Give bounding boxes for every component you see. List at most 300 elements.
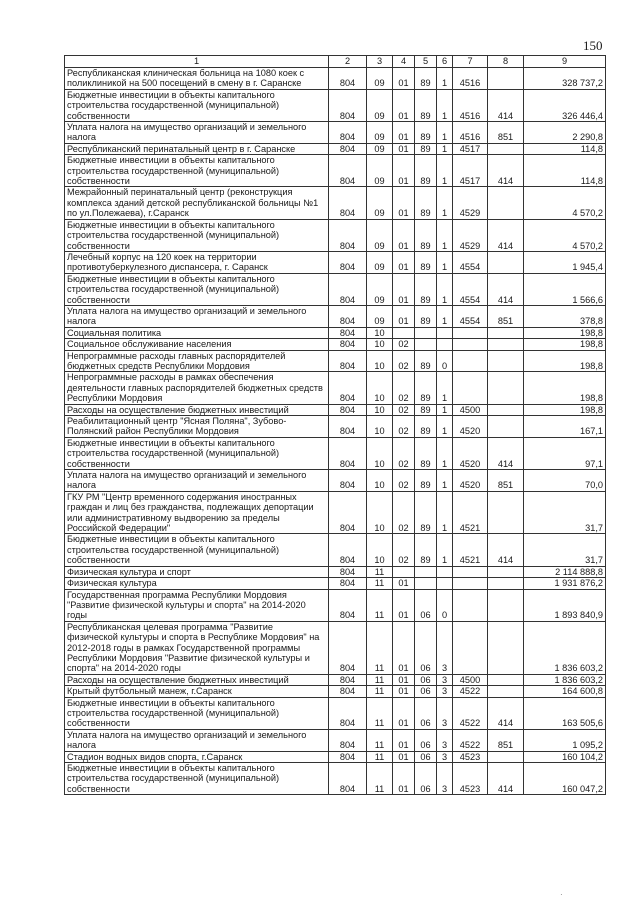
amount-cell: 378,8 [524,305,606,327]
row-name-cell: Бюджетные инвестиции в объекты капитального строительства государственной (муниципальной) собственности [65,155,329,187]
table-row [65,339,606,350]
direction-cell [453,621,488,674]
direction-cell [453,327,488,338]
expense-type-cell: 414 [488,155,524,187]
direction-cell: 4520 [453,470,488,492]
program-cell: 89 [415,219,437,251]
row-name-cell: Непрограммные расходы в рамках обеспечения деятельности главных распорядителей бюджетных средств Республики Мордовия [65,372,329,404]
admin-code-cell: 804 [329,589,367,621]
expense-type-cell [488,68,524,90]
admin-code-cell: 804 [329,686,367,697]
program-cell [415,578,437,589]
section-cell: 10 [367,416,393,438]
subprogram-cell: 3 [437,674,453,685]
subsection-cell: 02 [393,339,415,350]
expense-type-cell: 414 [488,697,524,729]
row-name-cell: Реабилитационный центр "Ясная Поляна", Зубово-Полянский район Республики Мордовия [65,416,329,438]
section-cell: 11 [367,697,393,729]
row-name-cell: Физическая культура и спорт [65,566,329,577]
header-cell: 8 [488,56,524,68]
subprogram-cell: 1 [437,305,453,327]
row-name-cell: ГКУ РМ "Центр временного содержания иностранных граждан и лиц без гражданства, подлежащих депортации или административному выдворению за пределы Российской Федерации" [65,491,329,534]
section-cell: 11 [367,729,393,751]
subprogram-cell [437,566,453,577]
program-cell: 89 [415,350,437,372]
row-name-cell: Уплата налога на имущество организаций и земельного налога [65,305,329,327]
section-cell: 09 [367,68,393,90]
program-cell: 89 [415,68,437,90]
expense-type-cell [488,751,524,762]
expense-type-cell [488,416,524,438]
table-row [65,273,606,305]
row-name-cell: Социальное обслуживание населения [65,339,329,350]
subsection-cell: 01 [393,219,415,251]
direction-cell [453,339,488,350]
subprogram-cell: 1 [437,143,453,154]
subsection-cell: 01 [393,697,415,729]
expense-type-cell [488,143,524,154]
section-cell: 11 [367,566,393,577]
subprogram-cell: 3 [437,751,453,762]
program-cell: 06 [415,686,437,697]
table-row [65,621,606,674]
direction-cell: 4522 [453,686,488,697]
expense-type-cell [488,491,524,534]
direction-cell: 4521 [453,534,488,566]
row-name-cell: Уплата налога на имущество организаций и земельного налога [65,470,329,492]
amount-cell: 160 104,2 [524,751,606,762]
row-name-cell: Республиканский перинатальный центр в г. Саранске [65,143,329,154]
direction-cell: 4516 [453,68,488,90]
subprogram-cell: 3 [437,729,453,751]
amount-cell: 198,8 [524,327,606,338]
amount-cell: 1 095,2 [524,729,606,751]
program-cell: 06 [415,589,437,621]
header-cell: 3 [367,56,393,68]
program-cell [415,339,437,350]
table-row [65,686,606,697]
subprogram-cell: 1 [437,273,453,305]
subprogram-cell: 1 [437,122,453,144]
subsection-cell: 01 [393,686,415,697]
row-name-cell: Бюджетные инвестиции в объекты капитального строительства государственной (муниципальной) собственности [65,763,329,795]
table-row [65,674,606,685]
section-cell: 09 [367,219,393,251]
row-name-cell: Расходы на осуществление бюджетных инвестиций [65,404,329,415]
direction-cell: 4523 [453,763,488,795]
admin-code-cell: 804 [329,273,367,305]
subprogram-cell: 1 [437,372,453,404]
subsection-cell: 01 [393,122,415,144]
expense-type-cell [488,350,524,372]
subsection-cell: 01 [393,729,415,751]
direction-cell [453,372,488,404]
subsection-cell: 01 [393,68,415,90]
row-name-cell: Республиканская клиническая больница на 1080 коек с поликлиникой на 500 посещений в смену в г. Саранске [65,68,329,90]
program-cell: 06 [415,763,437,795]
expense-type-cell: 414 [488,763,524,795]
program-cell: 89 [415,89,437,121]
amount-cell: 328 737,2 [524,68,606,90]
amount-cell: 167,1 [524,416,606,438]
table-row [65,751,606,762]
page-number: 150 [583,38,603,53]
program-cell: 89 [415,122,437,144]
amount-cell: 163 505,6 [524,697,606,729]
amount-cell: 164 600,8 [524,686,606,697]
expense-type-cell [488,589,524,621]
section-cell: 11 [367,589,393,621]
subsection-cell: 02 [393,437,415,469]
subprogram-cell: 3 [437,763,453,795]
table-row [65,187,606,219]
section-cell: 09 [367,187,393,219]
subsection-cell: 01 [393,589,415,621]
expense-type-cell: 851 [488,470,524,492]
admin-code-cell: 804 [329,470,367,492]
admin-code-cell: 804 [329,122,367,144]
direction-cell: 4516 [453,122,488,144]
subprogram-cell: 1 [437,416,453,438]
header-cell: 2 [329,56,367,68]
admin-code-cell: 804 [329,416,367,438]
program-cell: 89 [415,470,437,492]
program-cell: 06 [415,751,437,762]
expense-type-cell [488,251,524,273]
admin-code-cell: 804 [329,219,367,251]
amount-cell: 198,8 [524,404,606,415]
header-cell: 9 [524,56,606,68]
table-row [65,566,606,577]
section-cell: 10 [367,470,393,492]
table-row [65,350,606,372]
amount-cell: 4 570,2 [524,219,606,251]
row-name-cell: Уплата налога на имущество организаций и земельного налога [65,122,329,144]
row-name-cell: Межрайонный перинатальный центр (реконструкция комплекса зданий детской республиканской больницы №1 по ул.Полежаева), г.Саранск [65,187,329,219]
row-name-cell: Государственная программа Республики Мордовия "Развитие физической культуры и спорта" на 2014-2020 годы [65,589,329,621]
subprogram-cell [437,327,453,338]
section-cell: 10 [367,350,393,372]
program-cell: 89 [415,143,437,154]
expense-type-cell: 851 [488,122,524,144]
amount-cell: 70,0 [524,470,606,492]
table-row [65,437,606,469]
section-cell: 10 [367,339,393,350]
admin-code-cell: 804 [329,763,367,795]
expense-type-cell [488,327,524,338]
subprogram-cell: 1 [437,404,453,415]
table-row [65,589,606,621]
section-cell: 10 [367,534,393,566]
subsection-cell: 01 [393,155,415,187]
subprogram-cell: 3 [437,686,453,697]
table-row [65,122,606,144]
admin-code-cell: 804 [329,187,367,219]
row-name-cell: Физическая культура [65,578,329,589]
table-row [65,697,606,729]
subprogram-cell: 1 [437,470,453,492]
subsection-cell: 01 [393,187,415,219]
admin-code-cell: 804 [329,566,367,577]
expense-type-cell [488,686,524,697]
row-name-cell: Социальная политика [65,327,329,338]
program-cell: 89 [415,273,437,305]
section-cell: 11 [367,578,393,589]
table-row [65,729,606,751]
subprogram-cell [437,339,453,350]
expense-type-cell: 414 [488,89,524,121]
direction-cell: 4529 [453,187,488,219]
direction-cell: 4500 [453,404,488,415]
table-row [65,763,606,795]
direction-cell [453,566,488,577]
subsection-cell: 02 [393,470,415,492]
expense-type-cell: 414 [488,534,524,566]
row-name-cell: Бюджетные инвестиции в объекты капитального строительства государственной (муниципальной) собственности [65,219,329,251]
program-cell: 89 [415,404,437,415]
expense-type-cell: 414 [488,437,524,469]
program-cell: 06 [415,697,437,729]
program-cell: 06 [415,621,437,674]
admin-code-cell: 804 [329,404,367,415]
section-cell: 09 [367,305,393,327]
subprogram-cell: 1 [437,68,453,90]
subprogram-cell: 1 [437,437,453,469]
program-cell [415,327,437,338]
admin-code-cell: 804 [329,674,367,685]
program-cell: 89 [415,534,437,566]
subsection-cell: 01 [393,621,415,674]
admin-code-cell: 804 [329,305,367,327]
direction-cell: 4520 [453,437,488,469]
program-cell [415,566,437,577]
subsection-cell: 01 [393,763,415,795]
section-cell: 10 [367,404,393,415]
header-cell: 7 [453,56,488,68]
table-row [65,89,606,121]
admin-code-cell: 804 [329,578,367,589]
subprogram-cell: 1 [437,219,453,251]
subprogram-cell: 1 [437,534,453,566]
table-row [65,416,606,438]
section-cell: 09 [367,155,393,187]
direction-cell: 4500 [453,674,488,685]
amount-cell: 326 446,4 [524,89,606,121]
admin-code-cell: 804 [329,68,367,90]
header-cell: 6 [437,56,453,68]
section-cell: 10 [367,372,393,404]
row-name-cell: Бюджетные инвестиции в объекты капитального строительства государственной (муниципальной) собственности [65,697,329,729]
subsection-cell: 01 [393,674,415,685]
expense-type-cell: 414 [488,273,524,305]
subprogram-cell: 1 [437,251,453,273]
admin-code-cell: 804 [329,327,367,338]
program-cell: 89 [415,305,437,327]
admin-code-cell: 804 [329,751,367,762]
admin-code-cell: 804 [329,350,367,372]
admin-code-cell: 804 [329,491,367,534]
subprogram-cell: 0 [437,589,453,621]
amount-cell: 31,7 [524,534,606,566]
subsection-cell: 02 [393,491,415,534]
table-row [65,68,606,90]
table-row [65,327,606,338]
amount-cell: 1 945,4 [524,251,606,273]
row-name-cell: Республиканская целевая программа "Развитие физической культуры и спорта в Республике Мордовия" на 2012-2018 годы в рамках Государственной программы Республики Мордовия "Развитие физической культуры и спорта" на 2014-2020 годы [65,621,329,674]
expense-type-cell [488,621,524,674]
section-cell: 11 [367,621,393,674]
subsection-cell: 01 [393,578,415,589]
direction-cell: 4517 [453,155,488,187]
subsection-cell: 01 [393,273,415,305]
table-row [65,491,606,534]
header-cell: 5 [415,56,437,68]
table-row [65,372,606,404]
direction-cell: 4517 [453,143,488,154]
section-cell: 09 [367,122,393,144]
row-name-cell: Лечебный корпус на 120 коек на территории противотуберкулезного диспансера, г. Саранск [65,251,329,273]
expense-type-cell: 414 [488,219,524,251]
expense-type-cell: 851 [488,729,524,751]
amount-cell: 97,1 [524,437,606,469]
direction-cell [453,589,488,621]
amount-cell: 198,8 [524,339,606,350]
row-name-cell: Бюджетные инвестиции в объекты капитального строительства государственной (муниципальной) собственности [65,534,329,566]
budget-table [64,55,606,795]
subprogram-cell: 3 [437,697,453,729]
row-name-cell: Уплата налога на имущество организаций и земельного налога [65,729,329,751]
header-cell: 4 [393,56,415,68]
section-cell: 11 [367,751,393,762]
table-row [65,219,606,251]
subprogram-cell: 1 [437,491,453,534]
amount-cell: 1 836 603,2 [524,621,606,674]
amount-cell: 1 566,6 [524,273,606,305]
amount-cell: 1 893 840,9 [524,589,606,621]
direction-cell [453,350,488,372]
amount-cell: 1 836 603,2 [524,674,606,685]
section-cell: 09 [367,143,393,154]
section-cell: 10 [367,327,393,338]
subprogram-cell [437,578,453,589]
amount-cell: 31,7 [524,491,606,534]
table-row [65,470,606,492]
table-row [65,143,606,154]
table-header-row [65,56,606,68]
direction-cell: 4554 [453,251,488,273]
row-name-cell: Бюджетные инвестиции в объекты капитального строительства государственной (муниципальной) собственности [65,273,329,305]
admin-code-cell: 804 [329,339,367,350]
expense-type-cell [488,187,524,219]
subprogram-cell: 0 [437,350,453,372]
direction-cell: 4554 [453,305,488,327]
section-cell: 11 [367,686,393,697]
subsection-cell: 02 [393,350,415,372]
amount-cell: 114,8 [524,143,606,154]
subsection-cell: 01 [393,89,415,121]
section-cell: 09 [367,89,393,121]
section-cell: 11 [367,674,393,685]
amount-cell: 2 290,8 [524,122,606,144]
table-row [65,404,606,415]
subsection-cell: 02 [393,372,415,404]
program-cell: 89 [415,491,437,534]
subsection-cell: 02 [393,534,415,566]
section-cell: 09 [367,273,393,305]
admin-code-cell: 804 [329,89,367,121]
subsection-cell [393,327,415,338]
footer-mark: · [560,890,563,899]
admin-code-cell: 804 [329,729,367,751]
row-name-cell: Крытый футбольный манеж, г.Саранск [65,686,329,697]
amount-cell: 1 931 876,2 [524,578,606,589]
admin-code-cell: 804 [329,437,367,469]
admin-code-cell: 804 [329,143,367,154]
subsection-cell: 02 [393,416,415,438]
direction-cell: 4521 [453,491,488,534]
table-row [65,305,606,327]
direction-cell: 4523 [453,751,488,762]
subsection-cell [393,566,415,577]
admin-code-cell: 804 [329,534,367,566]
admin-code-cell: 804 [329,697,367,729]
amount-cell: 198,8 [524,372,606,404]
amount-cell: 198,8 [524,350,606,372]
subsection-cell: 01 [393,305,415,327]
expense-type-cell [488,566,524,577]
direction-cell: 4529 [453,219,488,251]
program-cell: 89 [415,155,437,187]
expense-type-cell: 851 [488,305,524,327]
subprogram-cell: 1 [437,187,453,219]
amount-cell: 160 047,2 [524,763,606,795]
expense-type-cell [488,674,524,685]
subprogram-cell: 1 [437,155,453,187]
row-name-cell: Стадион водных видов спорта, г.Саранск [65,751,329,762]
program-cell: 89 [415,251,437,273]
direction-cell: 4520 [453,416,488,438]
subprogram-cell: 1 [437,89,453,121]
program-cell: 89 [415,416,437,438]
row-name-cell: Непрограммные расходы главных распорядителей бюджетных средств Республики Мордовия [65,350,329,372]
program-cell: 89 [415,187,437,219]
section-cell: 10 [367,491,393,534]
row-name-cell: Бюджетные инвестиции в объекты капитального строительства государственной (муниципальной) собственности [65,437,329,469]
row-name-cell: Расходы на осуществление бюджетных инвестиций [65,674,329,685]
subsection-cell: 02 [393,404,415,415]
header-cell: 1 [65,56,329,68]
expense-type-cell [488,404,524,415]
direction-cell: 4516 [453,89,488,121]
program-cell: 89 [415,437,437,469]
row-name-cell: Бюджетные инвестиции в объекты капитального строительства государственной (муниципальной) собственности [65,89,329,121]
table-row [65,578,606,589]
program-cell: 89 [415,372,437,404]
section-cell: 11 [367,763,393,795]
subprogram-cell: 3 [437,621,453,674]
amount-cell: 4 570,2 [524,187,606,219]
amount-cell: 2 114 888,8 [524,566,606,577]
amount-cell: 114,8 [524,155,606,187]
section-cell: 10 [367,437,393,469]
subsection-cell: 01 [393,751,415,762]
table-row [65,534,606,566]
admin-code-cell: 804 [329,372,367,404]
direction-cell: 4554 [453,273,488,305]
direction-cell: 4522 [453,729,488,751]
section-cell: 09 [367,251,393,273]
table-row [65,155,606,187]
